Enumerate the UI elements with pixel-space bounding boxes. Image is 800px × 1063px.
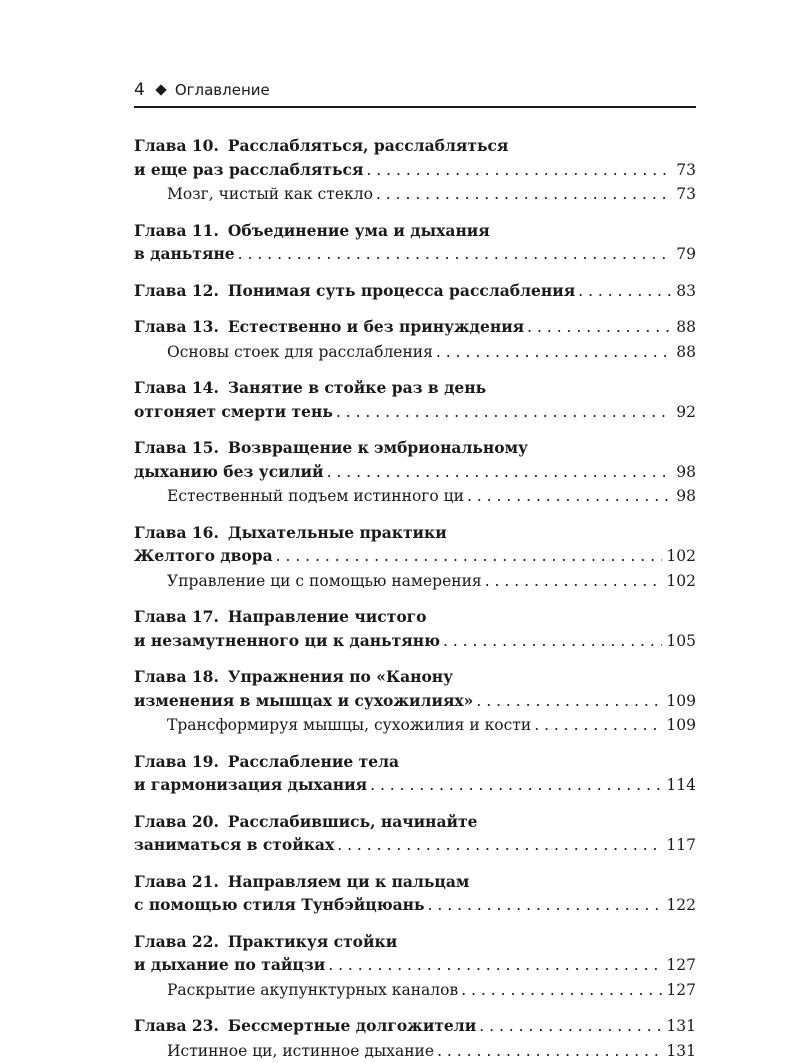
dot-leader [276, 545, 663, 569]
subsection-line [167, 979, 696, 1003]
chapter-line [134, 242, 696, 267]
chapter-title-line: изменения в мышцах и сухожилиях» [134, 689, 473, 713]
chapter-title-line: в даньтяне [134, 242, 235, 266]
dot-leader [337, 834, 662, 858]
dot-leader [479, 1015, 662, 1039]
dot-leader [336, 401, 672, 425]
chapter-title-line: Расслабление тела [228, 750, 399, 774]
dot-leader [428, 894, 663, 918]
chapter-label: Глава 23. [134, 1014, 219, 1038]
page-ref: 109 [666, 690, 696, 714]
page-ref: 73 [676, 159, 696, 183]
page-ref: 109 [666, 714, 696, 738]
dot-leader [467, 485, 672, 509]
chapter-label: Глава 16. [134, 521, 219, 545]
diamond-icon [155, 84, 166, 95]
chapter-label: Глава 13. [134, 315, 219, 339]
chapter-label: Глава 19. [134, 750, 219, 774]
chapter-title-line: Практикуя стойки [228, 930, 397, 954]
chapter-entry[interactable] [134, 810, 696, 858]
subsection-entry[interactable] [134, 341, 696, 365]
subsection-title: Трансформируя мышцы, сухожилия и кости [167, 714, 531, 738]
page-ref: 127 [666, 954, 696, 978]
chapter-entry[interactable] [134, 1014, 696, 1039]
dot-leader [485, 570, 663, 594]
chapter-line [134, 833, 696, 858]
chapter-entry[interactable] [134, 605, 696, 653]
subsection-line [167, 1040, 696, 1063]
subsection-entry[interactable] [134, 714, 696, 738]
chapter-label: Глава 20. [134, 810, 219, 834]
dot-leader [328, 954, 662, 978]
chapter-title-line: и еще раз расслабляться [134, 158, 363, 182]
chapter-entry[interactable] [134, 750, 696, 798]
page-ref: 73 [676, 183, 696, 207]
chapter-line [134, 893, 696, 918]
chapter-title-line: и незамутненного ци к даньтяню [134, 629, 440, 653]
subsection-line [167, 714, 696, 738]
chapter-title-line: Направление чистого [228, 605, 427, 629]
chapter-line [134, 315, 696, 340]
subsection-title: Основы стоек для расслабления [167, 341, 433, 365]
chapter-line [134, 376, 696, 400]
subsection-line [167, 341, 696, 365]
dot-leader [238, 243, 673, 267]
chapter-label: Глава 18. [134, 665, 219, 689]
chapter-entry[interactable] [134, 870, 696, 918]
chapter-entry[interactable] [134, 665, 696, 713]
chapter-title-line: Направляем ци к пальцам [228, 870, 470, 894]
dot-leader [578, 280, 672, 304]
page-ref: 92 [676, 401, 696, 425]
header-rule [134, 106, 696, 108]
chapter-entry[interactable] [134, 315, 696, 340]
chapter-title-line: Расслабившись, начинайте [228, 810, 478, 834]
chapter-entry[interactable] [134, 930, 696, 978]
page-ref: 131 [666, 1015, 696, 1039]
chapter-entry[interactable] [134, 521, 696, 569]
subsection-entry[interactable] [134, 485, 696, 509]
chapter-title-line: заниматься в стойках [134, 833, 334, 857]
chapter-title-line: и гармонизация дыхания [134, 773, 367, 797]
subsection-title: Мозг, чистый как стекло [167, 183, 373, 207]
chapter-label: Глава 17. [134, 605, 219, 629]
chapter-entry[interactable] [134, 279, 696, 304]
subsection-line [167, 183, 696, 207]
subsection-title: Управление ци с помощью намерения [167, 570, 482, 594]
chapter-line [134, 400, 696, 425]
page-ref: 88 [676, 341, 696, 365]
subsection-entry[interactable] [134, 979, 696, 1003]
chapter-line [134, 158, 696, 183]
chapter-entry[interactable] [134, 219, 696, 267]
page-ref: 79 [676, 243, 696, 267]
chapter-title-line: Бессмертные долгожители [228, 1014, 476, 1038]
dot-leader [443, 630, 662, 654]
chapter-line [134, 460, 696, 485]
running-head [134, 78, 696, 102]
chapter-line [134, 1014, 696, 1039]
page-ref: 88 [676, 316, 696, 340]
chapter-line [134, 605, 696, 629]
chapter-line [134, 750, 696, 774]
dot-leader [527, 316, 672, 340]
chapter-title-line: Объединение ума и дыхания [228, 219, 490, 243]
chapter-line [134, 953, 696, 978]
chapter-title-line: отгоняет смерти тень [134, 400, 333, 424]
page-ref: 102 [666, 570, 696, 594]
chapter-line [134, 521, 696, 545]
dot-leader [437, 1040, 662, 1063]
chapter-line [134, 773, 696, 798]
chapter-title-line: и дыхание по тайцзи [134, 953, 325, 977]
page-ref: 105 [666, 630, 696, 654]
dot-leader [366, 159, 672, 183]
page-ref: 117 [666, 834, 696, 858]
chapter-title-line: Желтого двора [134, 544, 273, 568]
chapter-title-line: с помощью стиля Тунбэйцюань [134, 893, 425, 917]
subsection-entry[interactable] [134, 570, 696, 594]
chapter-title-line: Возвращение к эмбриональному [228, 436, 528, 460]
chapter-title-line: Занятие в стойке раз в день [228, 376, 486, 400]
chapter-line [134, 279, 696, 304]
chapter-label: Глава 10. [134, 134, 219, 158]
page-ref: 114 [666, 774, 696, 798]
dot-leader [376, 183, 672, 207]
page-ref: 98 [676, 485, 696, 509]
dot-leader [370, 774, 662, 798]
chapter-label: Глава 15. [134, 436, 219, 460]
chapter-title-line: Понимая суть процесса расслабления [228, 279, 575, 303]
dot-leader [461, 979, 662, 1003]
dot-leader [534, 714, 662, 738]
chapter-title-line: Расслабляться, расслабляться [228, 134, 509, 158]
subsection-entry[interactable] [134, 183, 696, 207]
chapter-title-line: Естественно и без принуждения [228, 315, 524, 339]
chapter-label: Глава 11. [134, 219, 219, 243]
subsection-entry[interactable] [134, 1040, 696, 1063]
page-ref: 127 [666, 979, 696, 1003]
chapter-label: Глава 22. [134, 930, 219, 954]
chapter-line [134, 544, 696, 569]
chapter-entry[interactable] [134, 134, 696, 182]
dot-leader [476, 690, 662, 714]
table-of-contents [134, 134, 696, 1063]
chapter-line [134, 134, 696, 158]
dot-leader [327, 461, 673, 485]
page-ref: 83 [676, 280, 696, 304]
chapter-title-line: Дыхательные практики [228, 521, 447, 545]
chapter-entry[interactable] [134, 436, 696, 484]
subsection-line [167, 570, 696, 594]
chapter-entry[interactable] [134, 376, 696, 424]
chapter-line [134, 219, 696, 243]
subsection-title: Истинное ци, истинное дыхание [167, 1040, 434, 1063]
dot-leader [436, 341, 672, 365]
chapter-line [134, 810, 696, 834]
section-title: Оглавление [175, 81, 270, 99]
chapter-title-line: дыханию без усилий [134, 460, 324, 484]
chapter-line [134, 930, 696, 954]
page-ref: 122 [666, 894, 696, 918]
page-ref: 102 [666, 545, 696, 569]
page-number: 4 [134, 80, 145, 100]
chapter-label: Глава 21. [134, 870, 219, 894]
page-ref: 131 [666, 1040, 696, 1063]
chapter-label: Глава 14. [134, 376, 219, 400]
subsection-title: Естественный подъем истинного ци [167, 485, 464, 509]
chapter-label: Глава 12. [134, 279, 219, 303]
subsection-line [167, 485, 696, 509]
chapter-line [134, 436, 696, 460]
chapter-title-line: Упражнения по «Канону [228, 665, 453, 689]
subsection-title: Раскрытие акупунктурных каналов [167, 979, 458, 1003]
page-ref: 98 [676, 461, 696, 485]
chapter-line [134, 665, 696, 689]
chapter-line [134, 870, 696, 894]
chapter-line [134, 629, 696, 654]
chapter-line [134, 689, 696, 714]
